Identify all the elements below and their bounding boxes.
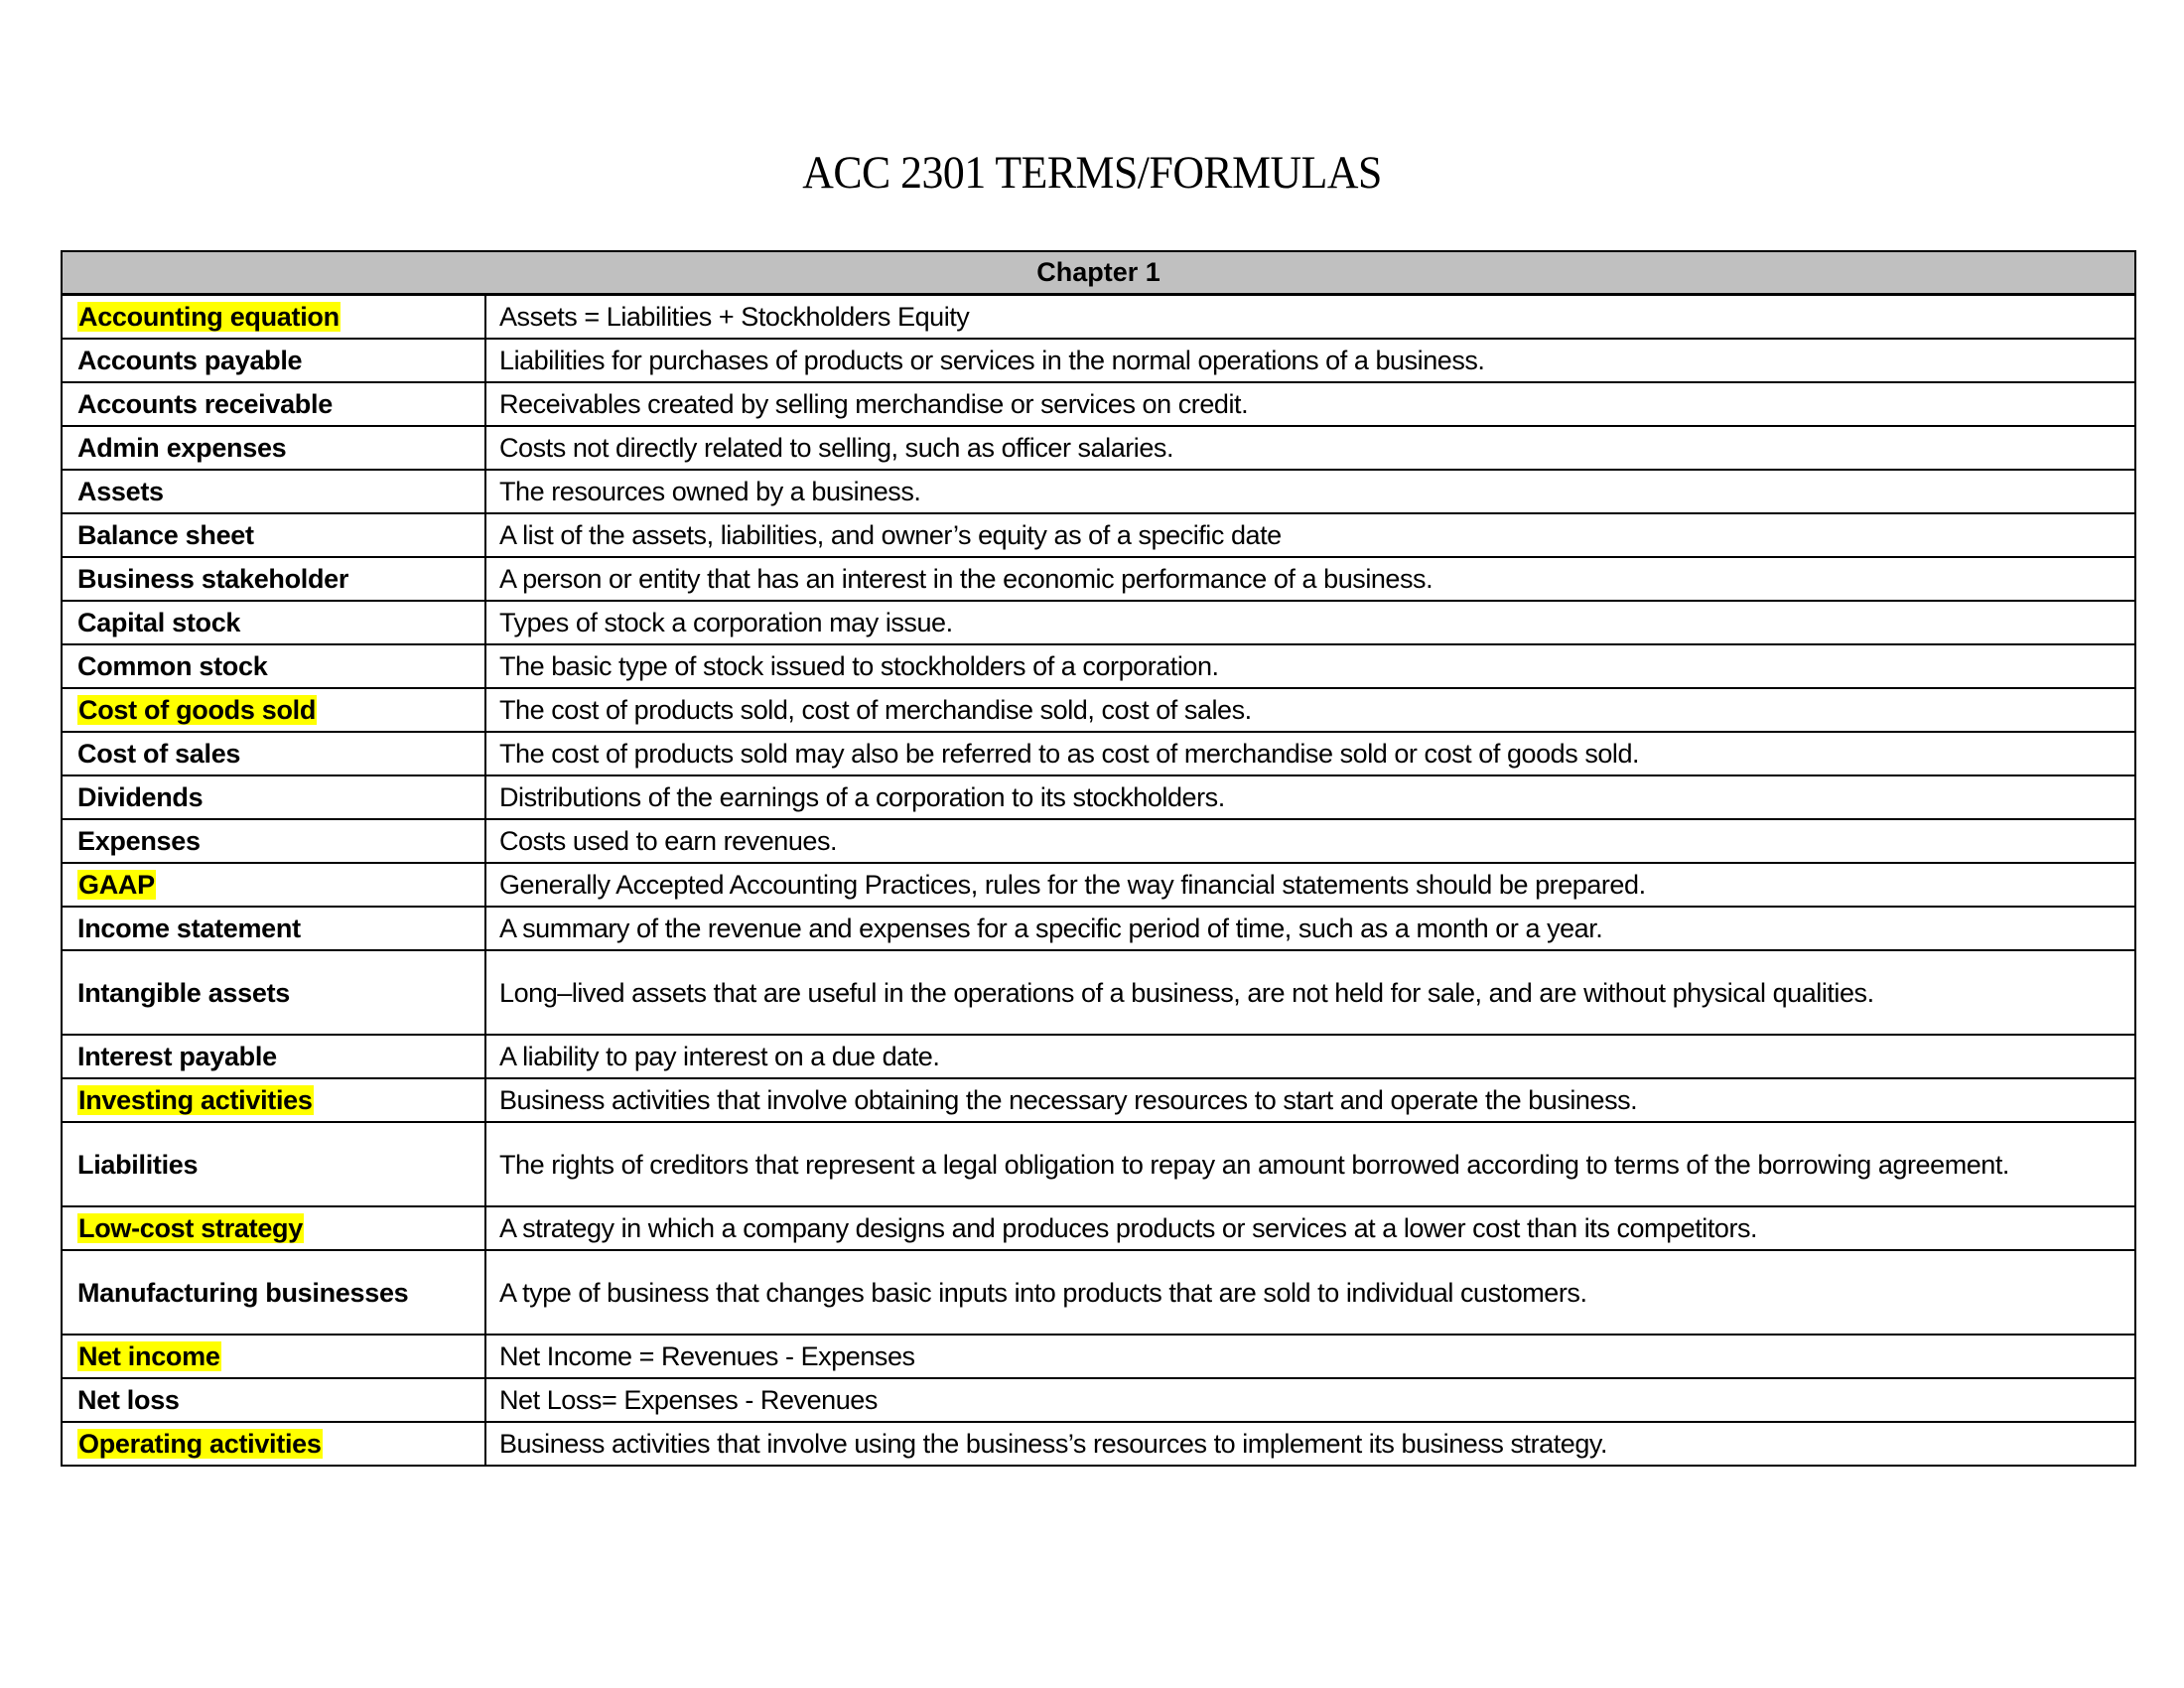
term-cell xyxy=(62,1422,485,1466)
table-row xyxy=(62,863,2135,907)
term-highlighted: Operating activities xyxy=(78,1429,322,1459)
definition-cell: Types of stock a corporation may issue. xyxy=(485,601,2135,644)
table-row xyxy=(62,295,2135,340)
term-highlighted: Cost of goods sold xyxy=(78,695,317,725)
table-row xyxy=(62,1250,2135,1335)
chapter-header-row xyxy=(62,251,2135,295)
table-row xyxy=(62,732,2135,775)
term-highlighted: Net income xyxy=(78,1341,220,1371)
term-cell: Liabilities xyxy=(62,1122,485,1206)
table-row xyxy=(62,557,2135,601)
terms-table xyxy=(61,250,2136,1467)
term-cell: Business stakeholder xyxy=(62,557,485,601)
definition-cell: A strategy in which a company designs and produces products or services at a lower cost than its competitors. xyxy=(485,1206,2135,1250)
table-row xyxy=(62,775,2135,819)
definition-cell: A list of the assets, liabilities, and owner’s equity as of a specific date xyxy=(485,513,2135,557)
definition-cell: Business activities that involve using the business’s resources to implement its business strategy. xyxy=(485,1422,2135,1466)
term-cell: Common stock xyxy=(62,644,485,688)
definition-cell: Business activities that involve obtaining the necessary resources to start and operate the business. xyxy=(485,1078,2135,1122)
chapter-header: Chapter 1 xyxy=(62,251,2135,295)
term-cell xyxy=(62,295,485,340)
definition-cell: Costs not directly related to selling, such as officer salaries. xyxy=(485,426,2135,470)
table-row xyxy=(62,339,2135,382)
definition-cell: The resources owned by a business. xyxy=(485,470,2135,513)
table-row xyxy=(62,688,2135,732)
definition-cell: Net Loss= Expenses - Revenues xyxy=(485,1378,2135,1422)
definition-cell: Distributions of the earnings of a corporation to its stockholders. xyxy=(485,775,2135,819)
table-row xyxy=(62,1378,2135,1422)
table-row xyxy=(62,644,2135,688)
term-cell: Expenses xyxy=(62,819,485,863)
definition-cell: A person or entity that has an interest in the economic performance of a business. xyxy=(485,557,2135,601)
term-cell: Dividends xyxy=(62,775,485,819)
definition-cell: Costs used to earn revenues. xyxy=(485,819,2135,863)
term-cell xyxy=(62,688,485,732)
definition-cell: Net Income = Revenues - Expenses xyxy=(485,1335,2135,1378)
definition-cell: A summary of the revenue and expenses for a specific period of time, such as a month or a year. xyxy=(485,907,2135,950)
table-row xyxy=(62,950,2135,1035)
term-cell: Admin expenses xyxy=(62,426,485,470)
definition-cell: Receivables created by selling merchandise or services on credit. xyxy=(485,382,2135,426)
definition-cell: Assets = Liabilities + Stockholders Equity xyxy=(485,295,2135,340)
definition-cell: A type of business that changes basic inputs into products that are sold to individual customers. xyxy=(485,1250,2135,1335)
table-row xyxy=(62,426,2135,470)
term-cell: Interest payable xyxy=(62,1035,485,1078)
definition-cell: Liabilities for purchases of products or services in the normal operations of a business. xyxy=(485,339,2135,382)
term-cell xyxy=(62,1335,485,1378)
definition-cell: A liability to pay interest on a due date. xyxy=(485,1035,2135,1078)
definition-cell: The rights of creditors that represent a legal obligation to repay an amount borrowed according to terms of the borrowing agreement. xyxy=(485,1122,2135,1206)
document-title: ACC 2301 TERMS/FORMULAS xyxy=(802,147,1382,199)
term-cell: Intangible assets xyxy=(62,950,485,1035)
term-cell xyxy=(62,1078,485,1122)
term-cell xyxy=(62,863,485,907)
table-row xyxy=(62,1122,2135,1206)
table-row xyxy=(62,470,2135,513)
term-cell: Income statement xyxy=(62,907,485,950)
table-row xyxy=(62,1078,2135,1122)
term-cell: Net loss xyxy=(62,1378,485,1422)
term-highlighted: Low-cost strategy xyxy=(78,1213,303,1243)
table-row xyxy=(62,1035,2135,1078)
term-cell: Capital stock xyxy=(62,601,485,644)
table-row xyxy=(62,907,2135,950)
table-row xyxy=(62,1335,2135,1378)
table-row xyxy=(62,382,2135,426)
term-cell: Assets xyxy=(62,470,485,513)
term-cell: Balance sheet xyxy=(62,513,485,557)
definition-cell: The cost of products sold, cost of merchandise sold, cost of sales. xyxy=(485,688,2135,732)
term-cell: Cost of sales xyxy=(62,732,485,775)
definition-cell: The cost of products sold may also be referred to as cost of merchandise sold or cost of goods sold. xyxy=(485,732,2135,775)
table-row xyxy=(62,1206,2135,1250)
definition-cell: The basic type of stock issued to stockholders of a corporation. xyxy=(485,644,2135,688)
term-cell: Accounts payable xyxy=(62,339,485,382)
term-cell: Manufacturing businesses xyxy=(62,1250,485,1335)
term-cell: Accounts receivable xyxy=(62,382,485,426)
term-highlighted: Accounting equation xyxy=(78,302,340,332)
definition-cell: Long–lived assets that are useful in the operations of a business, are not held for sale, and are without physical qualities. xyxy=(485,950,2135,1035)
term-highlighted: GAAP xyxy=(78,870,155,900)
term-cell xyxy=(62,1206,485,1250)
table-row xyxy=(62,819,2135,863)
table-row xyxy=(62,1422,2135,1466)
table-row xyxy=(62,601,2135,644)
definition-cell: Generally Accepted Accounting Practices, rules for the way financial statements should be prepared. xyxy=(485,863,2135,907)
term-highlighted: Investing activities xyxy=(78,1085,313,1115)
table-row xyxy=(62,513,2135,557)
